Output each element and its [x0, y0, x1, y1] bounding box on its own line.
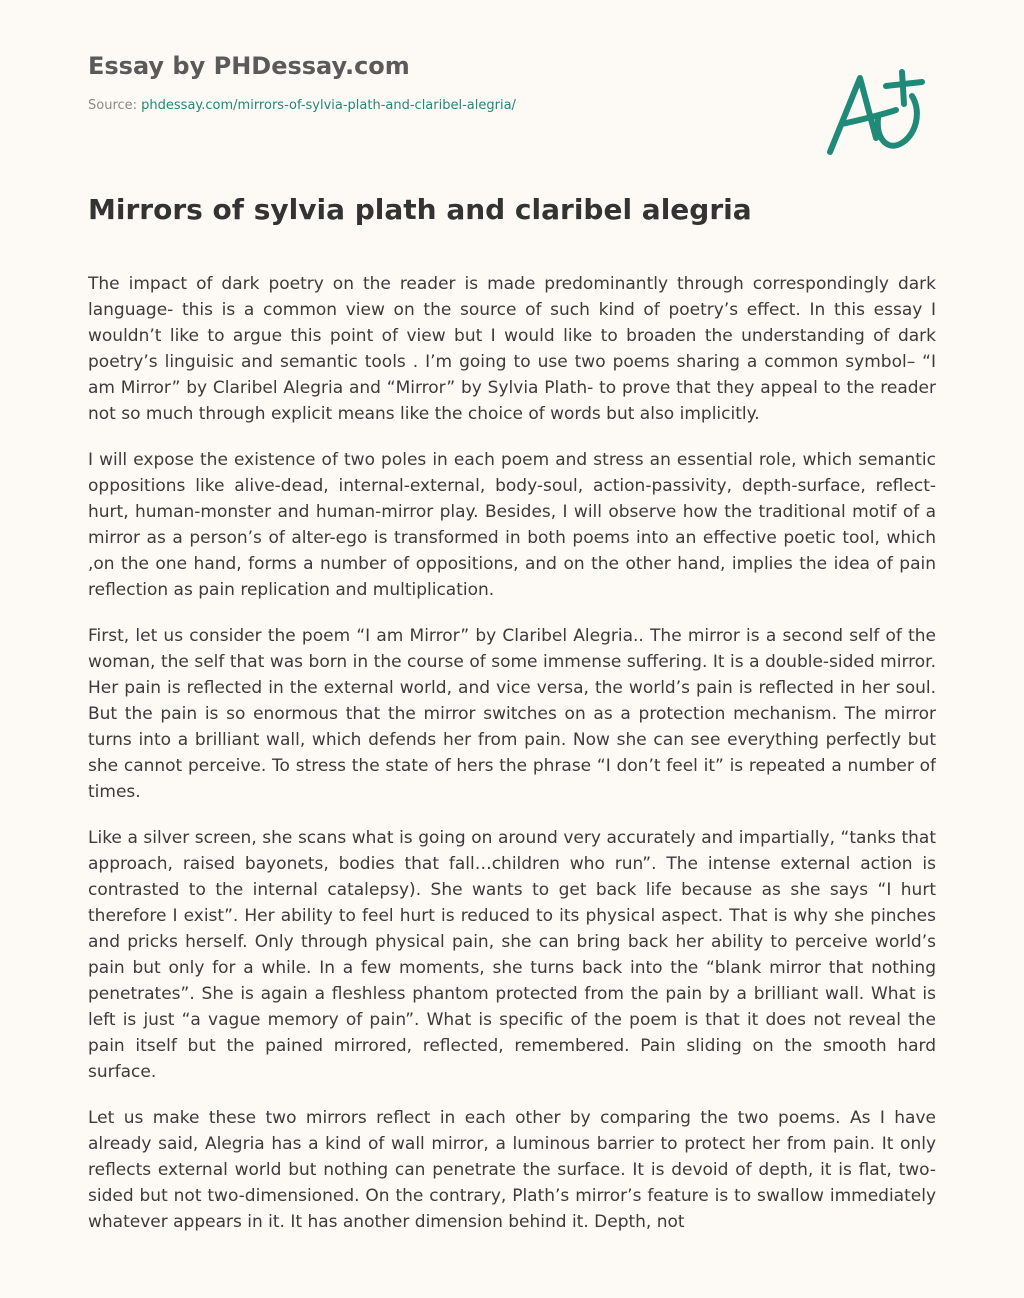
- source-label: Source:: [88, 98, 142, 113]
- a-plus-grade-icon: [820, 60, 930, 165]
- source-link[interactable]: phdessay.com/mirrors-of-sylvia-plath-and-claribel-alegria/: [141, 98, 516, 113]
- site-header: [88, 50, 788, 113]
- essay-paragraph: I will expose the existence of two poles in each poem and stress an essential role, which semantic oppositions like alive-dead, internal-external, body-soul, action-passivity, depth-surface, reflect- hurt, human-monster and human-mirror play. Besides, I will observe how the traditional motif of a mirror as a person’s of alter-ego is transformed in both poems into an effective poetic tool, which ,on the one hand, forms a number of oppositions, and on the other hand, implies the idea of pain reflection as pain replication and multiplication.: [88, 450, 936, 600]
- essay-paragraph: The impact of dark poetry on the reader is made predominantly through correspondingly dark language- this is a common view on the source of such kind of poetry’s effect. In this essay I wouldn’t like to argue this point of view but I would like to broaden the understanding of dark poetry’s linguisic and semantic tools . I’m going to use two poems sharing a common symbol– “I am Mirror” by Claribel Alegria and “Mirror” by Sylvia Plath- to prove that they appeal to the reader not so much through explicit means like the choice of words but also implicitly.: [88, 274, 936, 424]
- essay-paragraph: Like a silver screen, she scans what is going on around very accurately and impartially, “tanks that approach, raised bayonets, bodies that fall…children who run”. The intense external action is contrasted to the internal catalepsy). She wants to get back life because as she says “I hurt therefore I exist”. Her ability to feel hurt is reduced to its physical aspect. That is why she pinches and pricks herself. Only through physical pain, she can bring back her ability to perceive world’s pain but only for a while. In a few moments, she turns back into the “blank mirror that nothing penetrates”. She is again a fleshless phantom protected from the pain by a brilliant wall. What is left is just “a vague memory of pain”. What is specific of the poem is that it does not reveal the pain itself but the pained mirrored, reflected, remembered. Pain sliding on the smooth hard surface.: [88, 828, 936, 1082]
- essay-paragraph: First, let us consider the poem “I am Mirror” by Claribel Alegria.. The mirror is a second self of the woman, the self that was born in the course of some immense suffering. It is a double-sided mirror. Her pain is reflected in the external world, and vice versa, the world’s pain is reflected in her soul. But the pain is so enormous that the mirror switches on as a protection mechanism. The mirror turns into a brilliant wall, which defends her from pain. Now she can see everything perfectly but she cannot perceive. To stress the state of hers the phrase “I don’t feel it” is repeated a number of times.: [88, 626, 936, 802]
- essay-paragraph: Let us make these two mirrors reflect in each other by comparing the two poems. As I have already said, Alegria has a kind of wall mirror, a luminous barrier to protect her from pain. It only reflects external world but nothing can penetrate the surface. It is devoid of depth, it is flat, two-sided but not two-dimensioned. On the contrary, Plath’s mirror’s feature is to swallow immediately whatever appears in it. It has another dimension behind it. Depth, not: [88, 1108, 936, 1232]
- site-brand[interactable]: Essay by PHDessay.com: [88, 52, 410, 80]
- essay-title: Mirrors of sylvia plath and claribel alegria: [88, 193, 752, 226]
- essay-body: [88, 271, 936, 1249]
- source-line: [88, 98, 788, 113]
